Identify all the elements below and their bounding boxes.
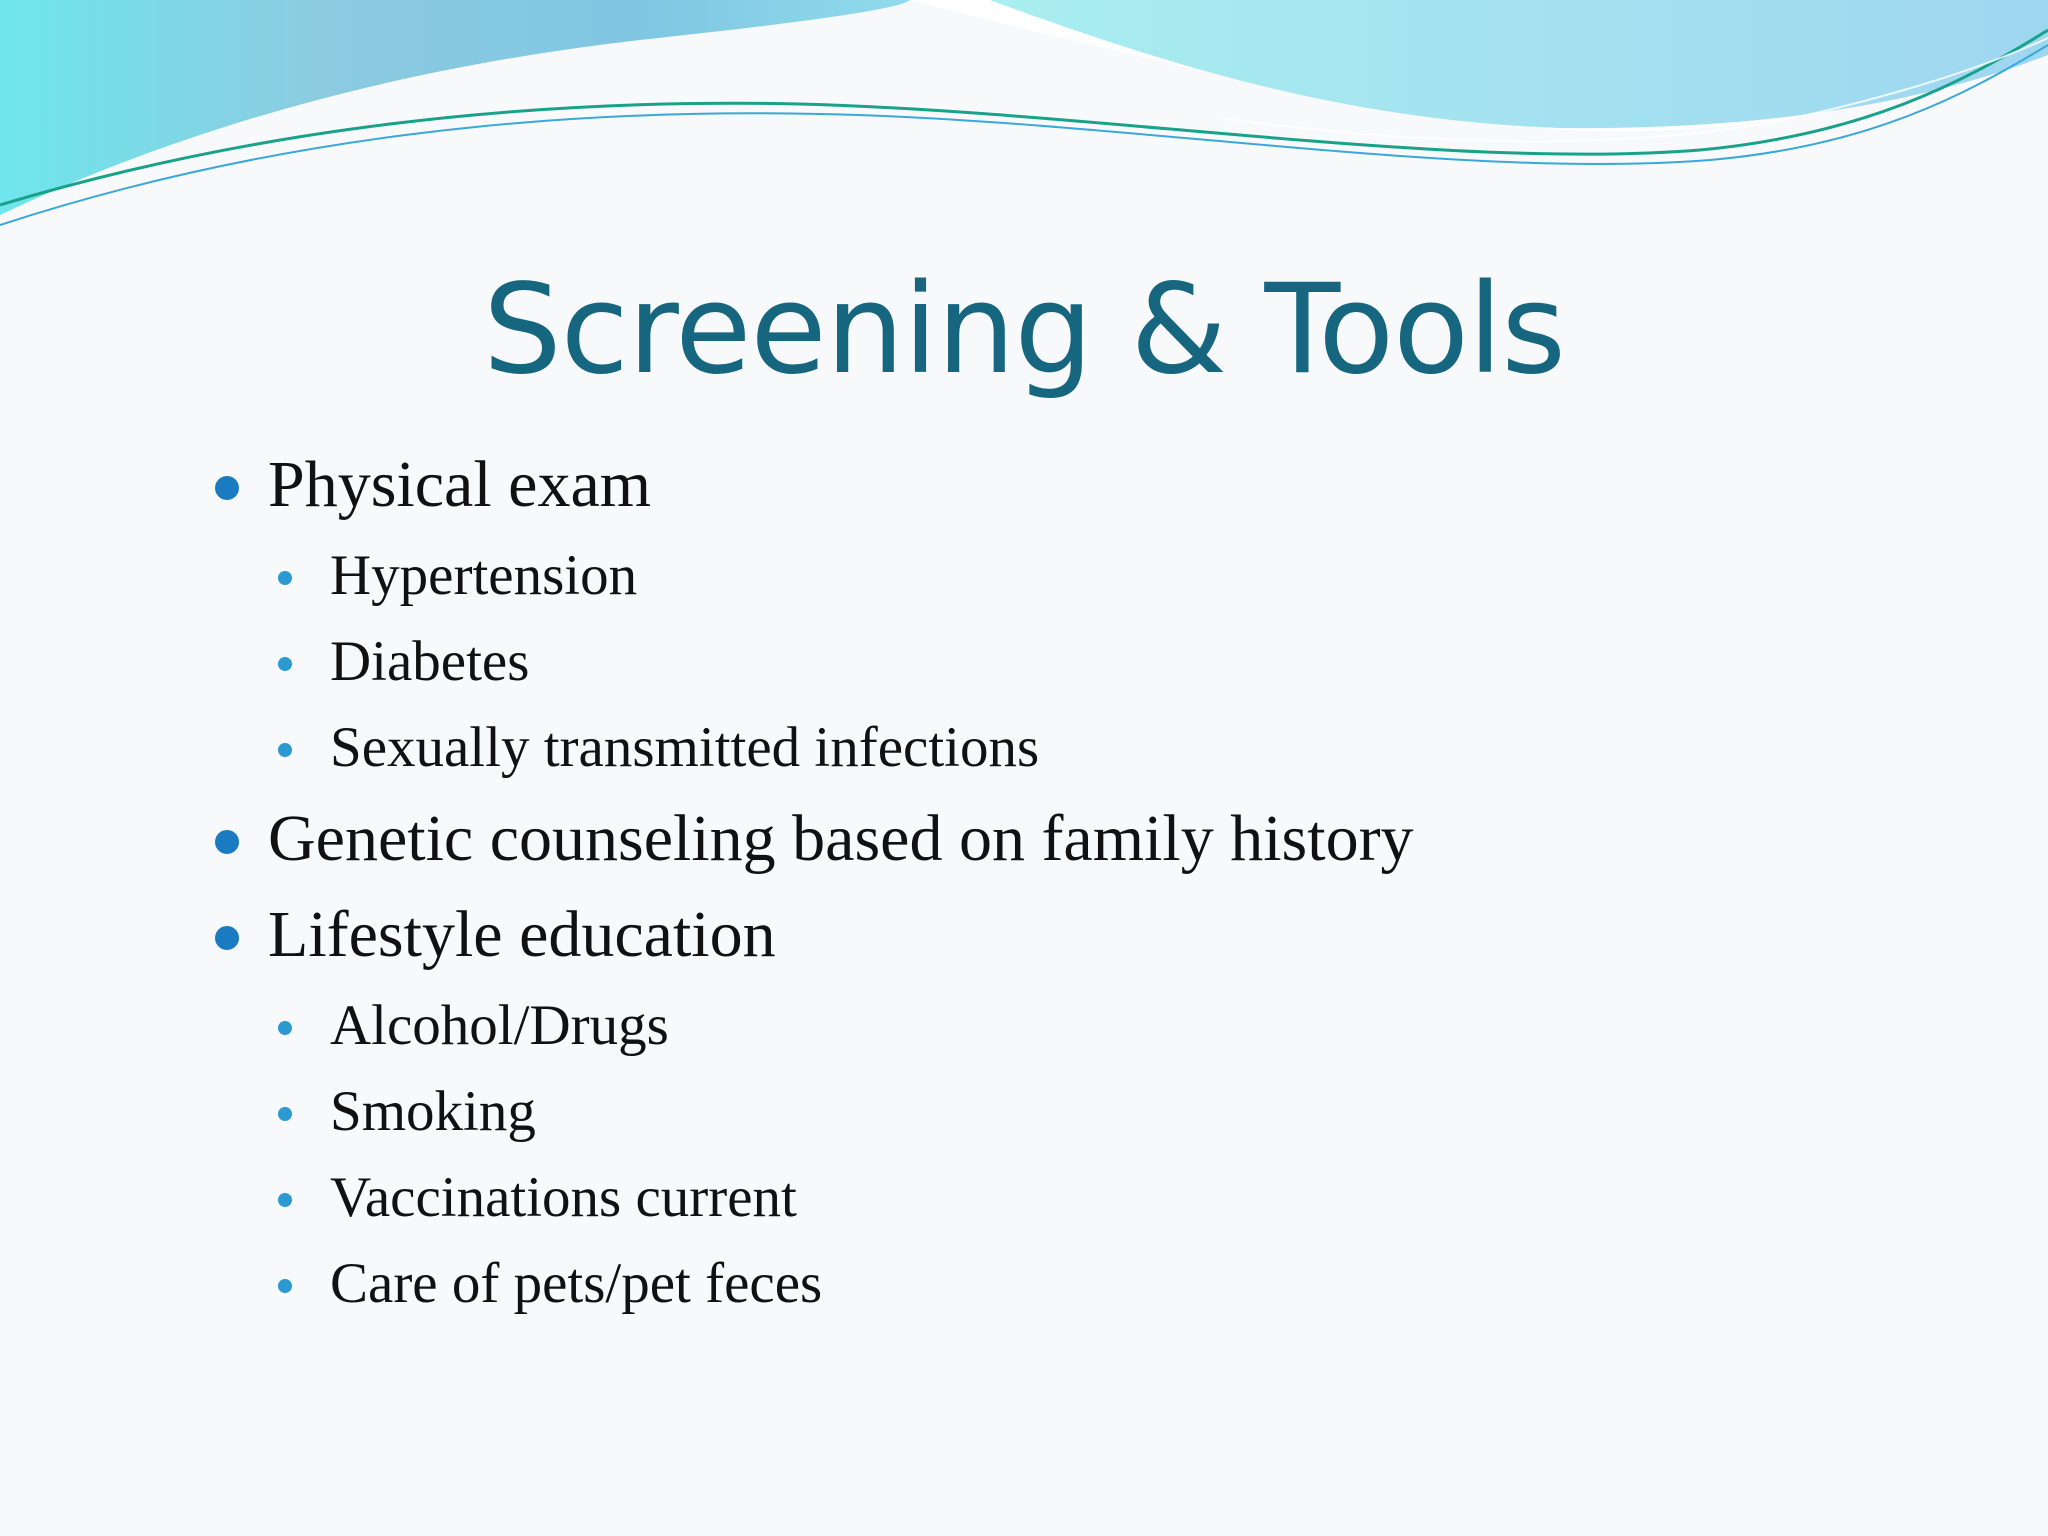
sub-bullet-item (210, 716, 1910, 779)
sub-bullet-dot-icon (278, 1193, 292, 1207)
bullet-item (210, 448, 1910, 521)
sub-bullet-item (210, 1080, 1910, 1143)
bullet-dot-icon (215, 926, 239, 950)
sub-bullet-item (210, 1252, 1910, 1315)
sub-bullet-text: Vaccinations current (330, 1166, 797, 1229)
sub-bullet-dot-icon (278, 1107, 292, 1121)
bullet-list (210, 430, 1910, 1315)
bullet-item (210, 898, 1910, 971)
sub-bullet-text: Alcohol/Drugs (330, 994, 669, 1057)
sub-bullet-dot-icon (278, 571, 292, 585)
bullet-dot-icon (215, 476, 239, 500)
sub-bullet-item (210, 544, 1910, 607)
sub-bullet-item (210, 994, 1910, 1057)
bullet-text: Genetic counseling based on family history (268, 802, 1414, 875)
bullet-item (210, 802, 1910, 875)
sub-bullet-text: Smoking (330, 1080, 536, 1143)
sub-bullet-item (210, 630, 1910, 693)
bullet-text: Physical exam (268, 448, 652, 521)
sub-bullet-text: Diabetes (330, 630, 530, 693)
header-wave-decoration (0, 0, 2048, 260)
sub-bullet-dot-icon (278, 657, 292, 671)
bullet-dot-icon (215, 830, 239, 854)
sub-bullet-dot-icon (278, 1021, 292, 1035)
sub-bullet-dot-icon (278, 1279, 292, 1293)
bullet-text: Lifestyle education (268, 898, 776, 971)
sub-bullet-text: Hypertension (330, 544, 638, 607)
sub-bullet-item (210, 1166, 1910, 1229)
sub-bullet-text: Care of pets/pet feces (330, 1252, 823, 1315)
slide-title: Screening & Tools (482, 258, 1566, 402)
sub-bullet-dot-icon (278, 743, 292, 757)
sub-bullet-text: Sexually transmitted infections (330, 716, 1040, 779)
